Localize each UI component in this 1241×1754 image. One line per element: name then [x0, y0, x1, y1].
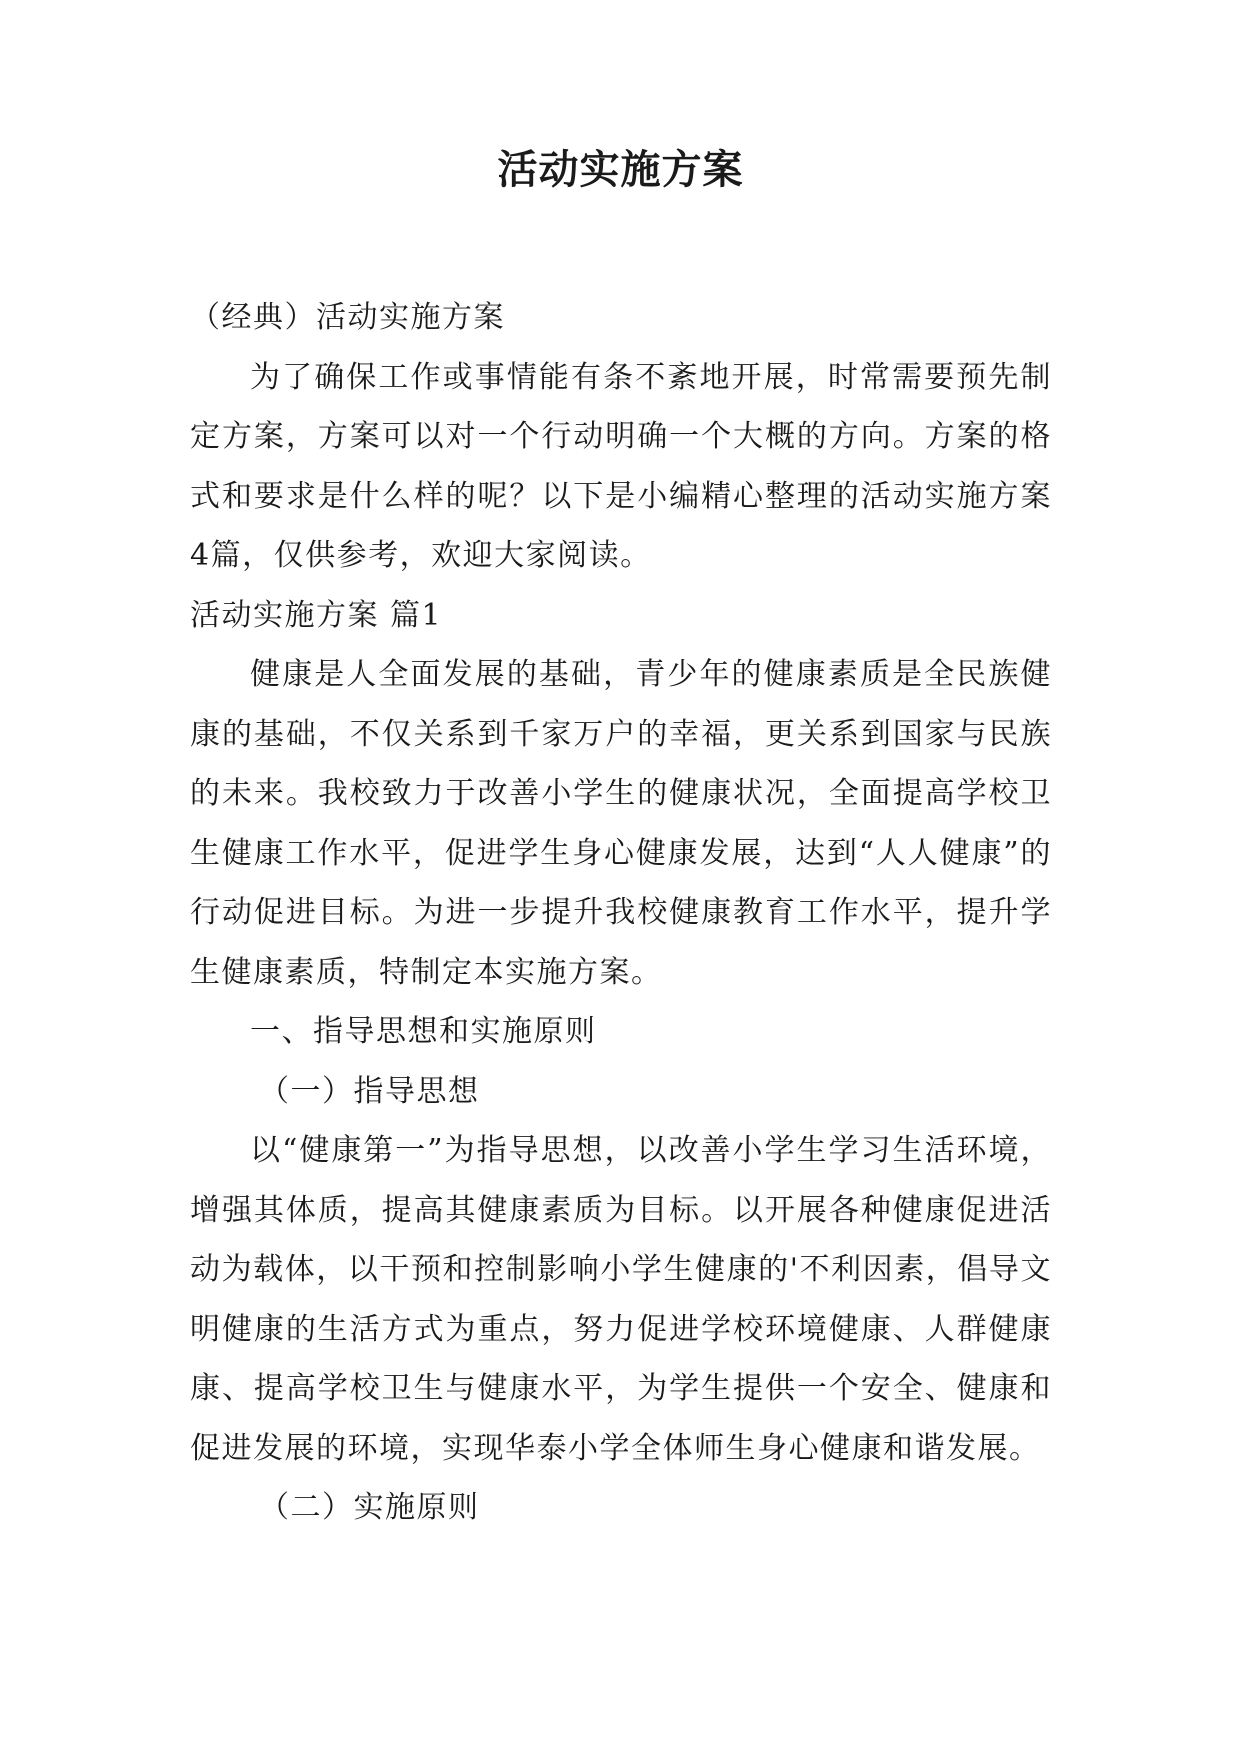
subsection-heading: （二）实施原则: [259, 1490, 480, 1525]
intro-paragraph: 为了确保工作或事情能有条不紊地开展，时常需要预先制定方案，方案可以对一个行动明确一个大概的方向。方案的格式和要求是什么样的呢？以下是小编精心整理的活动实施方案4篇，仅供参考，欢迎大家阅读。: [190, 359, 1052, 573]
document-title: 活动实施方案: [497, 147, 744, 193]
document-body: [190, 288, 1052, 1538]
body-paragraph: 健康是人全面发展的基础，青少年的健康素质是全民族健康的基础，不仅关系到千家万户的幸福，更关系到国家与民族的未来。我校致力于改善小学生的健康状况，全面提高学校卫生健康工作水平，促进学生身心健康发展，达到“人人健康”的行动促进目标。为进一步提升我校健康教育工作水平，提升学生健康素质，特制定本实施方案。: [190, 657, 1052, 990]
document-subtitle: （经典）活动实施方案: [190, 300, 505, 335]
body-paragraph: 以“健康第一”为指导思想，以改善小学生学习生活环境，增强其体质，提高其健康素质为目标。以开展各种健康促进活动为载体，以干预和控制影响小学生健康的'不利因素，倡导文明健康的生活方式为重点，努力促进学校环境健康、人群健康康、提高学校卫生与健康水平，为学生提供一个安全、健康和促进发展的环境，实现华泰小学全体师生身心健康和谐发展。: [190, 1133, 1052, 1466]
section-title: 活动实施方案 篇1: [190, 597, 443, 633]
subsection-heading: （一）指导思想: [259, 1073, 480, 1109]
section-heading: 一、指导思想和实施原则: [250, 1014, 597, 1049]
